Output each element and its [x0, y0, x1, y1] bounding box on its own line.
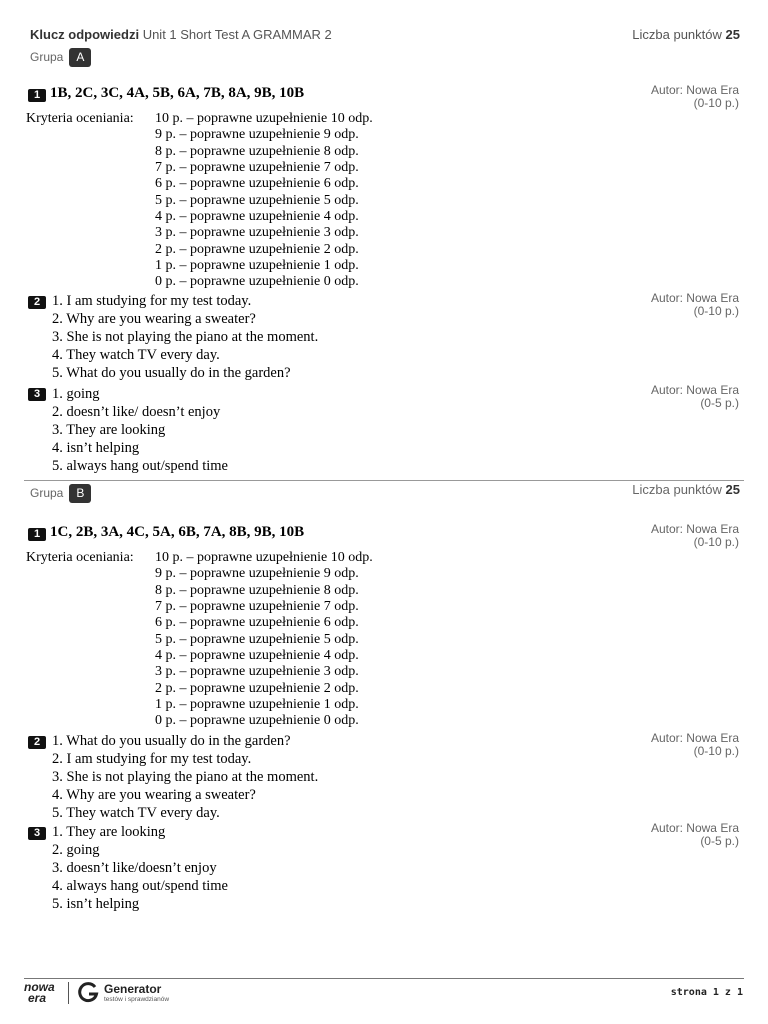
author-name: Autor: Nowa Era: [650, 522, 739, 536]
criteria-item: 0 p. – poprawne uzupełnienie 0 odp.: [155, 274, 359, 290]
q2-author: [651, 732, 739, 758]
list-item: 5. always hang out/spend time: [52, 458, 228, 474]
question-number-3: 3: [28, 388, 46, 401]
logo-separator: [68, 982, 69, 1004]
q3-answer-list: [52, 385, 228, 475]
group-a-label: [30, 48, 91, 67]
group-b-points: [632, 482, 740, 497]
author-points: (0-10 p.): [693, 304, 739, 318]
criteria-label: Kryteria oceniania:: [26, 111, 134, 126]
criteria-item: 6 p. – poprawne uzupełnienie 6 odp.: [155, 176, 359, 192]
criteria-item: 6 p. – poprawne uzupełnienie 6 odp.: [155, 615, 359, 631]
list-item: 5. They watch TV every day.: [52, 805, 220, 821]
criteria-item: 5 p. – poprawne uzupełnienie 5 odp.: [155, 631, 359, 647]
author-name: Autor: Nowa Era: [650, 83, 739, 97]
author-name: Autor: Nowa Era: [650, 383, 739, 397]
q1-answer: 1C, 2B, 3A, 4C, 5A, 6B, 7A, 8B, 9B, 10B: [50, 524, 305, 540]
author-name: Autor: Nowa Era: [650, 821, 739, 835]
question-number-1: 1: [28, 89, 46, 102]
q1-author: [651, 84, 739, 110]
criteria-item: 2 p. – poprawne uzupełnienie 2 odp.: [155, 680, 359, 696]
list-item: 4. isn’t helping: [52, 440, 140, 456]
criteria-item: 5 p. – poprawne uzupełnienie 5 odp.: [155, 192, 359, 208]
list-item: 3. She is not playing the piano at the moment.: [52, 769, 319, 785]
q3-author: [651, 384, 739, 410]
list-item: 2. Why are you wearing a sweater?: [52, 311, 256, 327]
criteria-item: 1 p. – poprawne uzupełnienie 1 odp.: [155, 697, 359, 713]
criteria-item: 0 p. – poprawne uzupełnienie 0 odp.: [155, 713, 359, 729]
logo-text-nowa: nowa: [24, 980, 55, 994]
list-item: 4. They watch TV every day.: [52, 347, 220, 363]
list-item: 5. What do you usually do in the garden?: [52, 365, 291, 381]
group-divider: [24, 480, 744, 481]
points-label: Liczba punktów: [632, 482, 722, 497]
generator-subtitle: testów i sprawdzianów: [104, 996, 170, 1003]
q2-answer-list: [52, 732, 318, 822]
author-name: Autor: Nowa Era: [650, 291, 739, 305]
document-header: [30, 27, 740, 43]
q3-author: [651, 822, 739, 848]
author-points: (0-10 p.): [693, 96, 739, 110]
list-item: 1. What do you usually do in the garden?: [52, 733, 291, 749]
criteria-item: 2 p. – poprawne uzupełnienie 2 odp.: [155, 241, 359, 257]
points-value: 25: [725, 27, 740, 42]
criteria-item: 1 p. – poprawne uzupełnienie 1 odp.: [155, 258, 359, 274]
criteria-list: [155, 111, 373, 291]
page-number: strona 1 z 1: [670, 987, 743, 998]
list-item: 1. going: [52, 386, 100, 402]
points-value: 25: [725, 482, 740, 497]
list-item: 3. She is not playing the piano at the moment.: [52, 329, 319, 345]
criteria-item: 4 p. – poprawne uzupełnienie 4 odp.: [155, 648, 359, 664]
criteria-item: 4 p. – poprawne uzupełnienie 4 odp.: [155, 209, 359, 225]
header-points: [632, 27, 740, 42]
q2-answer-list: [52, 292, 318, 382]
criteria-label: Kryteria oceniania:: [26, 550, 134, 565]
grupa-label: Grupa: [30, 486, 64, 500]
q1-author: [651, 523, 739, 549]
question-number-2: 2: [28, 736, 46, 749]
list-item: 4. always hang out/spend time: [52, 878, 228, 894]
list-item: 2. going: [52, 842, 100, 858]
criteria-item: 9 p. – poprawne uzupełnienie 9 odp.: [155, 127, 359, 143]
criteria-item: 7 p. – poprawne uzupełnienie 7 odp.: [155, 160, 359, 176]
grupa-label: Grupa: [30, 50, 64, 64]
author-points: (0-10 p.): [693, 535, 739, 549]
nowa-era-logo: [24, 982, 55, 1004]
list-item: 1. I am studying for my test today.: [52, 293, 252, 309]
q3-answer-list: [52, 823, 228, 913]
q2-author: [651, 292, 739, 318]
criteria-item: 9 p. – poprawne uzupełnienie 9 odp.: [155, 566, 359, 582]
criteria-item: 10 p. – poprawne uzupełnienie 10 odp.: [155, 111, 373, 126]
header-title-bold: Klucz odpowiedzi: [30, 27, 140, 42]
question-number-3: 3: [28, 827, 46, 840]
grupa-badge-a: A: [69, 48, 91, 67]
list-item: 2. I am studying for my test today.: [52, 751, 252, 767]
author-points: (0-5 p.): [700, 396, 739, 410]
list-item: 2. doesn’t like/ doesn’t enjoy: [52, 404, 221, 420]
criteria-item: 10 p. – poprawne uzupełnienie 10 odp.: [155, 550, 373, 565]
author-name: Autor: Nowa Era: [650, 731, 739, 745]
criteria-item: 3 p. – poprawne uzupełnienie 3 odp.: [155, 664, 359, 680]
list-item: 1. They are looking: [52, 824, 166, 840]
criteria-item: 8 p. – poprawne uzupełnienie 8 odp.: [155, 582, 359, 598]
grupa-badge-b: B: [69, 484, 91, 503]
list-item: 3. doesn’t like/doesn’t enjoy: [52, 860, 217, 876]
footer-divider: [24, 978, 744, 979]
header-title: Unit 1 Short Test A GRAMMAR 2: [142, 27, 332, 42]
list-item: 5. isn’t helping: [52, 896, 140, 912]
list-item: 3. They are looking: [52, 422, 166, 438]
question-number-2: 2: [28, 296, 46, 309]
list-item: 4. Why are you wearing a sweater?: [52, 787, 256, 803]
points-label: Liczba punktów: [632, 27, 722, 42]
author-points: (0-10 p.): [693, 744, 739, 758]
criteria-item: 8 p. – poprawne uzupełnienie 8 odp.: [155, 143, 359, 159]
generator-name: Generator: [104, 982, 162, 996]
q1-answer: 1B, 2C, 3C, 4A, 5B, 6A, 7B, 8A, 9B, 10B: [50, 85, 305, 101]
criteria-list: [155, 550, 373, 730]
author-points: (0-5 p.): [700, 834, 739, 848]
criteria-item: 7 p. – poprawne uzupełnienie 7 odp.: [155, 599, 359, 615]
criteria-item: 3 p. – poprawne uzupełnienie 3 odp.: [155, 225, 359, 241]
logo-text-era: era: [28, 991, 47, 1005]
group-b-label: [30, 484, 91, 503]
question-number-1: 1: [28, 528, 46, 541]
generator-logo-icon: [77, 981, 99, 1003]
